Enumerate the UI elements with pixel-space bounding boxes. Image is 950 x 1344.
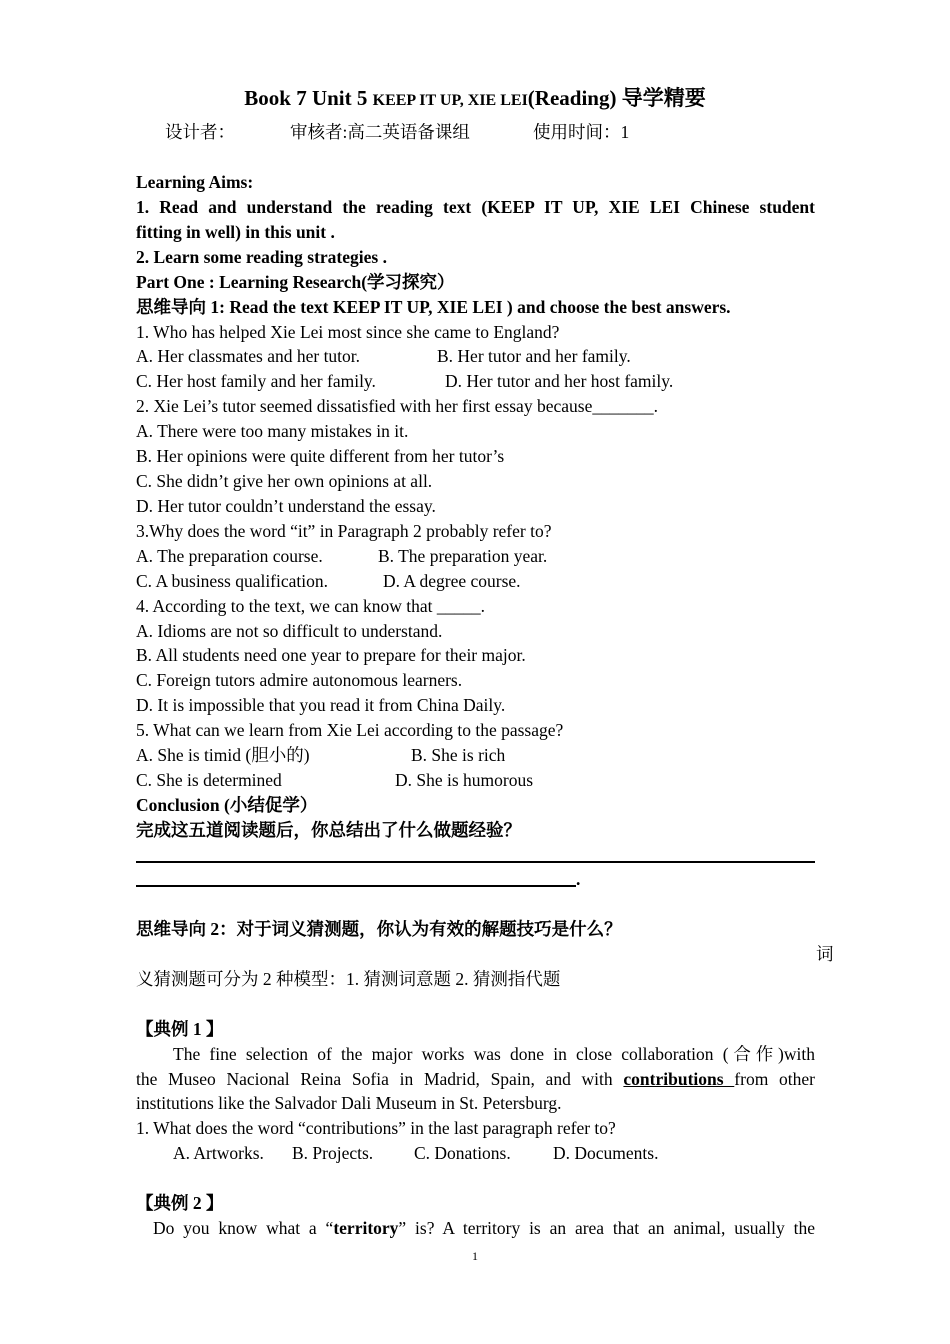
question-5-option-a: A. She is timid (胆小的) bbox=[136, 745, 310, 765]
question-4-option-a: A. Idioms are not so difficult to understand. bbox=[136, 621, 443, 641]
answer-line-2 bbox=[136, 885, 576, 887]
question-1-option-c: C. Her host family and her family. bbox=[136, 371, 376, 391]
example-2-line-1 bbox=[153, 1216, 815, 1240]
aim-1-line-1: 1. Read and understand the reading text (KEEP IT UP, XIE LEI Chinese student bbox=[136, 197, 815, 217]
question-5: 5. What can we learn from Xie Lei according to the passage? bbox=[136, 720, 564, 740]
question-4-option-d: D. It is impossible that you read it from China Daily. bbox=[136, 695, 506, 715]
question-3-option-c: C. A business qualification. bbox=[136, 571, 329, 591]
question-3-option-b: B. The preparation year. bbox=[378, 546, 548, 566]
question-5-option-c: C. She is determined bbox=[136, 770, 282, 790]
guide-2-models: 义猜测题可分为 2 种模型：1. 猜测词意题 2. 猜测指代题 bbox=[136, 969, 561, 989]
question-3-option-a: A. The preparation course. bbox=[136, 546, 323, 566]
question-2-option-d: D. Her tutor couldn’t understand the essay. bbox=[136, 496, 436, 516]
example-1-option-b: B. Projects. bbox=[292, 1143, 374, 1163]
title-suffix: (Reading) 导学精要 bbox=[527, 86, 706, 110]
question-2-option-c: C. She didn’t give her own opinions at all. bbox=[136, 471, 433, 491]
example-2-line-1-post: ” is? A territory is an area that an animal, usually the bbox=[398, 1218, 816, 1238]
learning-aims-heading: Learning Aims: bbox=[136, 172, 254, 192]
title-unit-name: KEEP IT UP, XIE LEI bbox=[372, 92, 528, 109]
question-5-option-d: D. She is humorous bbox=[395, 770, 534, 790]
example-1-line-3: institutions like the Salvador Dali Museum in St. Petersburg. bbox=[136, 1093, 562, 1113]
example-1-line-2 bbox=[136, 1067, 815, 1091]
guide-1-heading: 思维导向 1: Read the text KEEP IT UP, XIE LEI ) and choose the best answers. bbox=[136, 297, 731, 317]
example-1-line-1: The fine selection of the major works was done in close collaboration (合作)with bbox=[173, 1044, 815, 1064]
question-4: 4. According to the text, we can know that _____. bbox=[136, 596, 485, 616]
conclusion-heading: Conclusion (小结促学） bbox=[136, 795, 318, 815]
example-1-heading: 【典例 1 】 bbox=[136, 1019, 224, 1039]
example-2-keyword: territory bbox=[333, 1218, 399, 1238]
question-1-option-d: D. Her tutor and her host family. bbox=[445, 371, 674, 391]
example-1-keyword: contributions bbox=[623, 1069, 735, 1089]
question-3: 3.Why does the word “it” in Paragraph 2 probably refer to? bbox=[136, 521, 552, 541]
question-1-option-a: A. Her classmates and her tutor. bbox=[136, 346, 361, 366]
answer-line-1 bbox=[136, 861, 815, 863]
example-1-option-c: C. Donations. bbox=[414, 1143, 511, 1163]
document-title bbox=[0, 82, 950, 112]
question-2-option-a: A. There were too many mistakes in it. bbox=[136, 421, 409, 441]
example-1-line-2-post: from other bbox=[734, 1069, 816, 1089]
part-one-heading: Part One : Learning Research(学习探究） bbox=[136, 272, 455, 292]
question-4-option-b: B. All students need one year to prepare for their major. bbox=[136, 645, 526, 665]
question-1-option-b: B. Her tutor and her family. bbox=[437, 346, 631, 366]
example-2-line-1-pre: Do you know what a “ bbox=[153, 1218, 334, 1238]
aim-2: 2. Learn some reading strategies . bbox=[136, 247, 387, 267]
usage-time-label: 使用时间：1 bbox=[533, 122, 630, 142]
example-1-option-d: D. Documents. bbox=[553, 1143, 659, 1163]
example-1-question: 1. What does the word “contributions” in the last paragraph refer to? bbox=[136, 1118, 616, 1138]
example-1-line-2-pre: the Museo Nacional Reina Sofia in Madrid, Spain, and with bbox=[136, 1069, 624, 1089]
guide-2-heading: 思维导向 2：对于词义猜测题，你认为有效的解题技巧是什么？ bbox=[136, 919, 622, 939]
aim-1-line-2: fitting in well) in this unit . bbox=[136, 222, 335, 242]
example-2-heading: 【典例 2 】 bbox=[136, 1193, 224, 1213]
question-2-option-b: B. Her opinions were quite different from her tutor’s bbox=[136, 446, 505, 466]
question-2: 2. Xie Lei’s tutor seemed dissatisfied with her first essay because_______. bbox=[136, 396, 658, 416]
guide-2-wrap-char: 词 bbox=[816, 944, 834, 964]
title-book-unit: Book 7 Unit 5 bbox=[244, 86, 373, 110]
question-3-option-d: D. A degree course. bbox=[383, 571, 521, 591]
reviewer-label: 审核者:高二英语备课组 bbox=[290, 122, 470, 142]
page-number: 1 bbox=[472, 1249, 478, 1263]
question-1: 1. Who has helped Xie Lei most since she came to England? bbox=[136, 322, 560, 342]
question-5-option-b: B. She is rich bbox=[411, 745, 506, 765]
designer-label: 设计者： bbox=[165, 122, 235, 142]
conclusion-prompt: 完成这五道阅读题后，你总结出了什么做题经验？ bbox=[136, 820, 521, 840]
example-1-option-a: A. Artworks. bbox=[173, 1143, 264, 1163]
question-4-option-c: C. Foreign tutors admire autonomous learners. bbox=[136, 670, 463, 690]
answer-end-mark: . bbox=[576, 869, 581, 889]
